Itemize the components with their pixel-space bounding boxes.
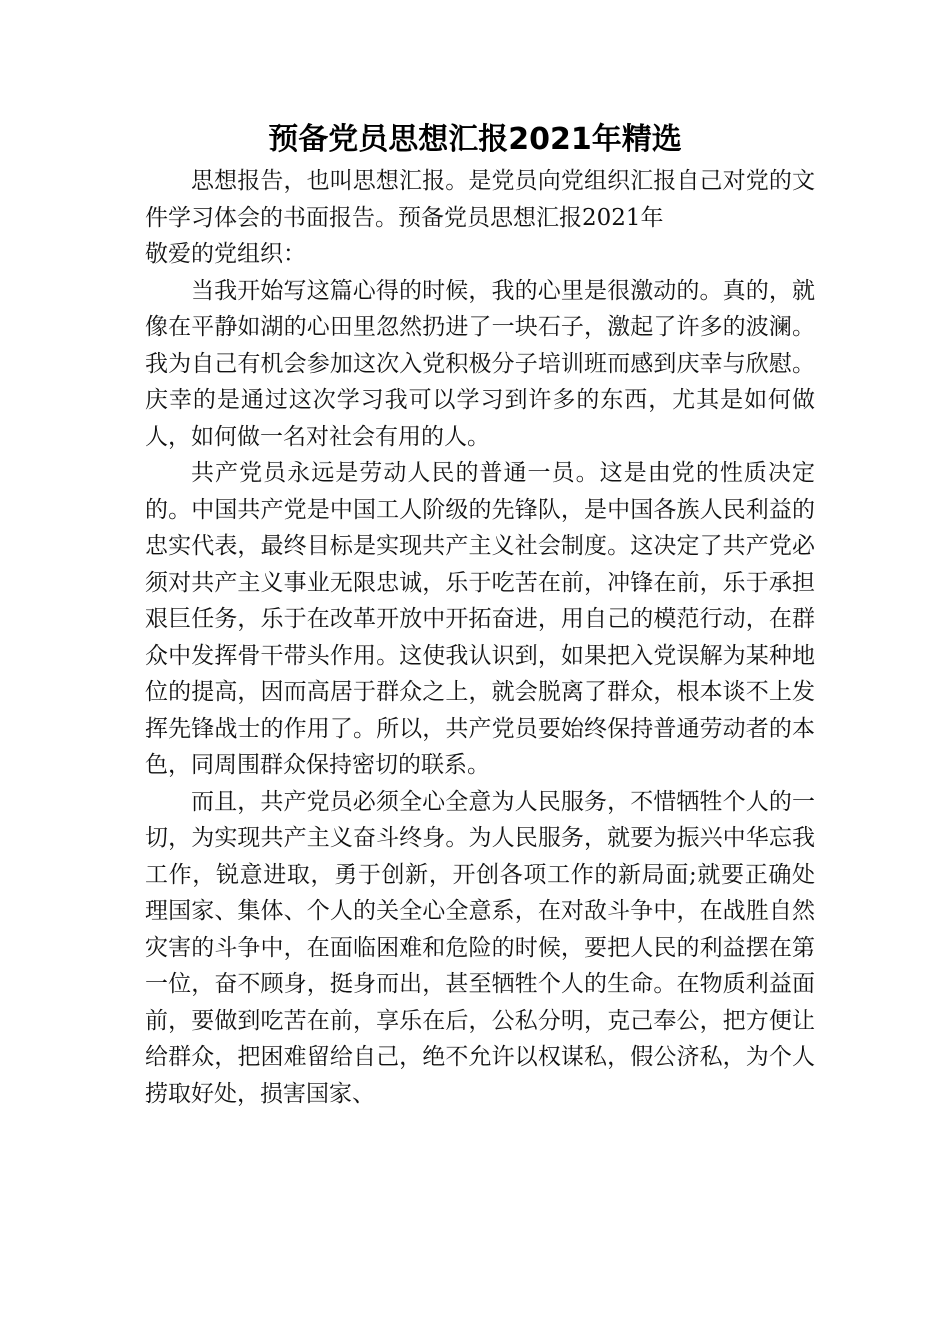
paragraph-3: 而且，共产党员必须全心全意为人民服务，不惜牺牲个人的一切，为实现共产主义奋斗终身。为人民服务，就要为振兴中华忘我工作，锐意进取，勇于创新，开创各项工作的新局面;就要正确处理国家、集体、个人的关全心全意系，在对敌斗争中，在战胜自然灾害的斗争中，在面临困难和危险的时候，要把人民的利益摆在第一位，奋不顾身，挺身而出，甚至牺牲个人的生命。在物质利益面前，要做到吃苦在前，享乐在后，公私分明，克己奉公，把方便让给群众，把困难留给自己，绝不允许以权谋私，假公济私，为个人捞取好处，损害国家、 <box>145 788 815 1107</box>
document-body <box>145 163 815 1112</box>
paragraph-intro: 思想报告，也叫思想汇报。是党员向党组织汇报自己对党的文件学习体会的书面报告。预备党员思想汇报2021年 <box>145 168 815 231</box>
paragraph-2: 共产党员永远是劳动人民的普通一员。这是由党的性质决定的。中国共产党是中国工人阶级的先锋队，是中国各族人民利益的忠实代表，最终目标是实现共产主义社会制度。这决定了共产党必须对共产主义事业无限忠诚，乐于吃苦在前，冲锋在前，乐于承担艰巨任务，乐于在改革开放中开拓奋进，用自己的模范行动，在群众中发挥骨干带头作用。这使我认识到，如果把入党误解为某种地位的提高，因而高居于群众之上，就会脱离了群众，根本谈不上发挥先锋战士的作用了。所以，共产党员要始终保持普通劳动者的本色，同周围群众保持密切的联系。 <box>145 460 815 778</box>
document-title: 预备党员思想汇报2021年精选 <box>268 122 682 157</box>
paragraph-1: 当我开始写这篇心得的时候，我的心里是很激动的。真的，就像在平静如湖的心田里忽然扔进了一块石子，激起了许多的波澜。我为自己有机会参加这次入党积极分子培训班而感到庆幸与欣慰。庆幸的是通过这次学习我可以学习到许多的东西，尤其是如何做人，如何做一名对社会有用的人。 <box>145 277 815 450</box>
paragraph-salutation: 敬爱的党组织： <box>145 241 306 267</box>
